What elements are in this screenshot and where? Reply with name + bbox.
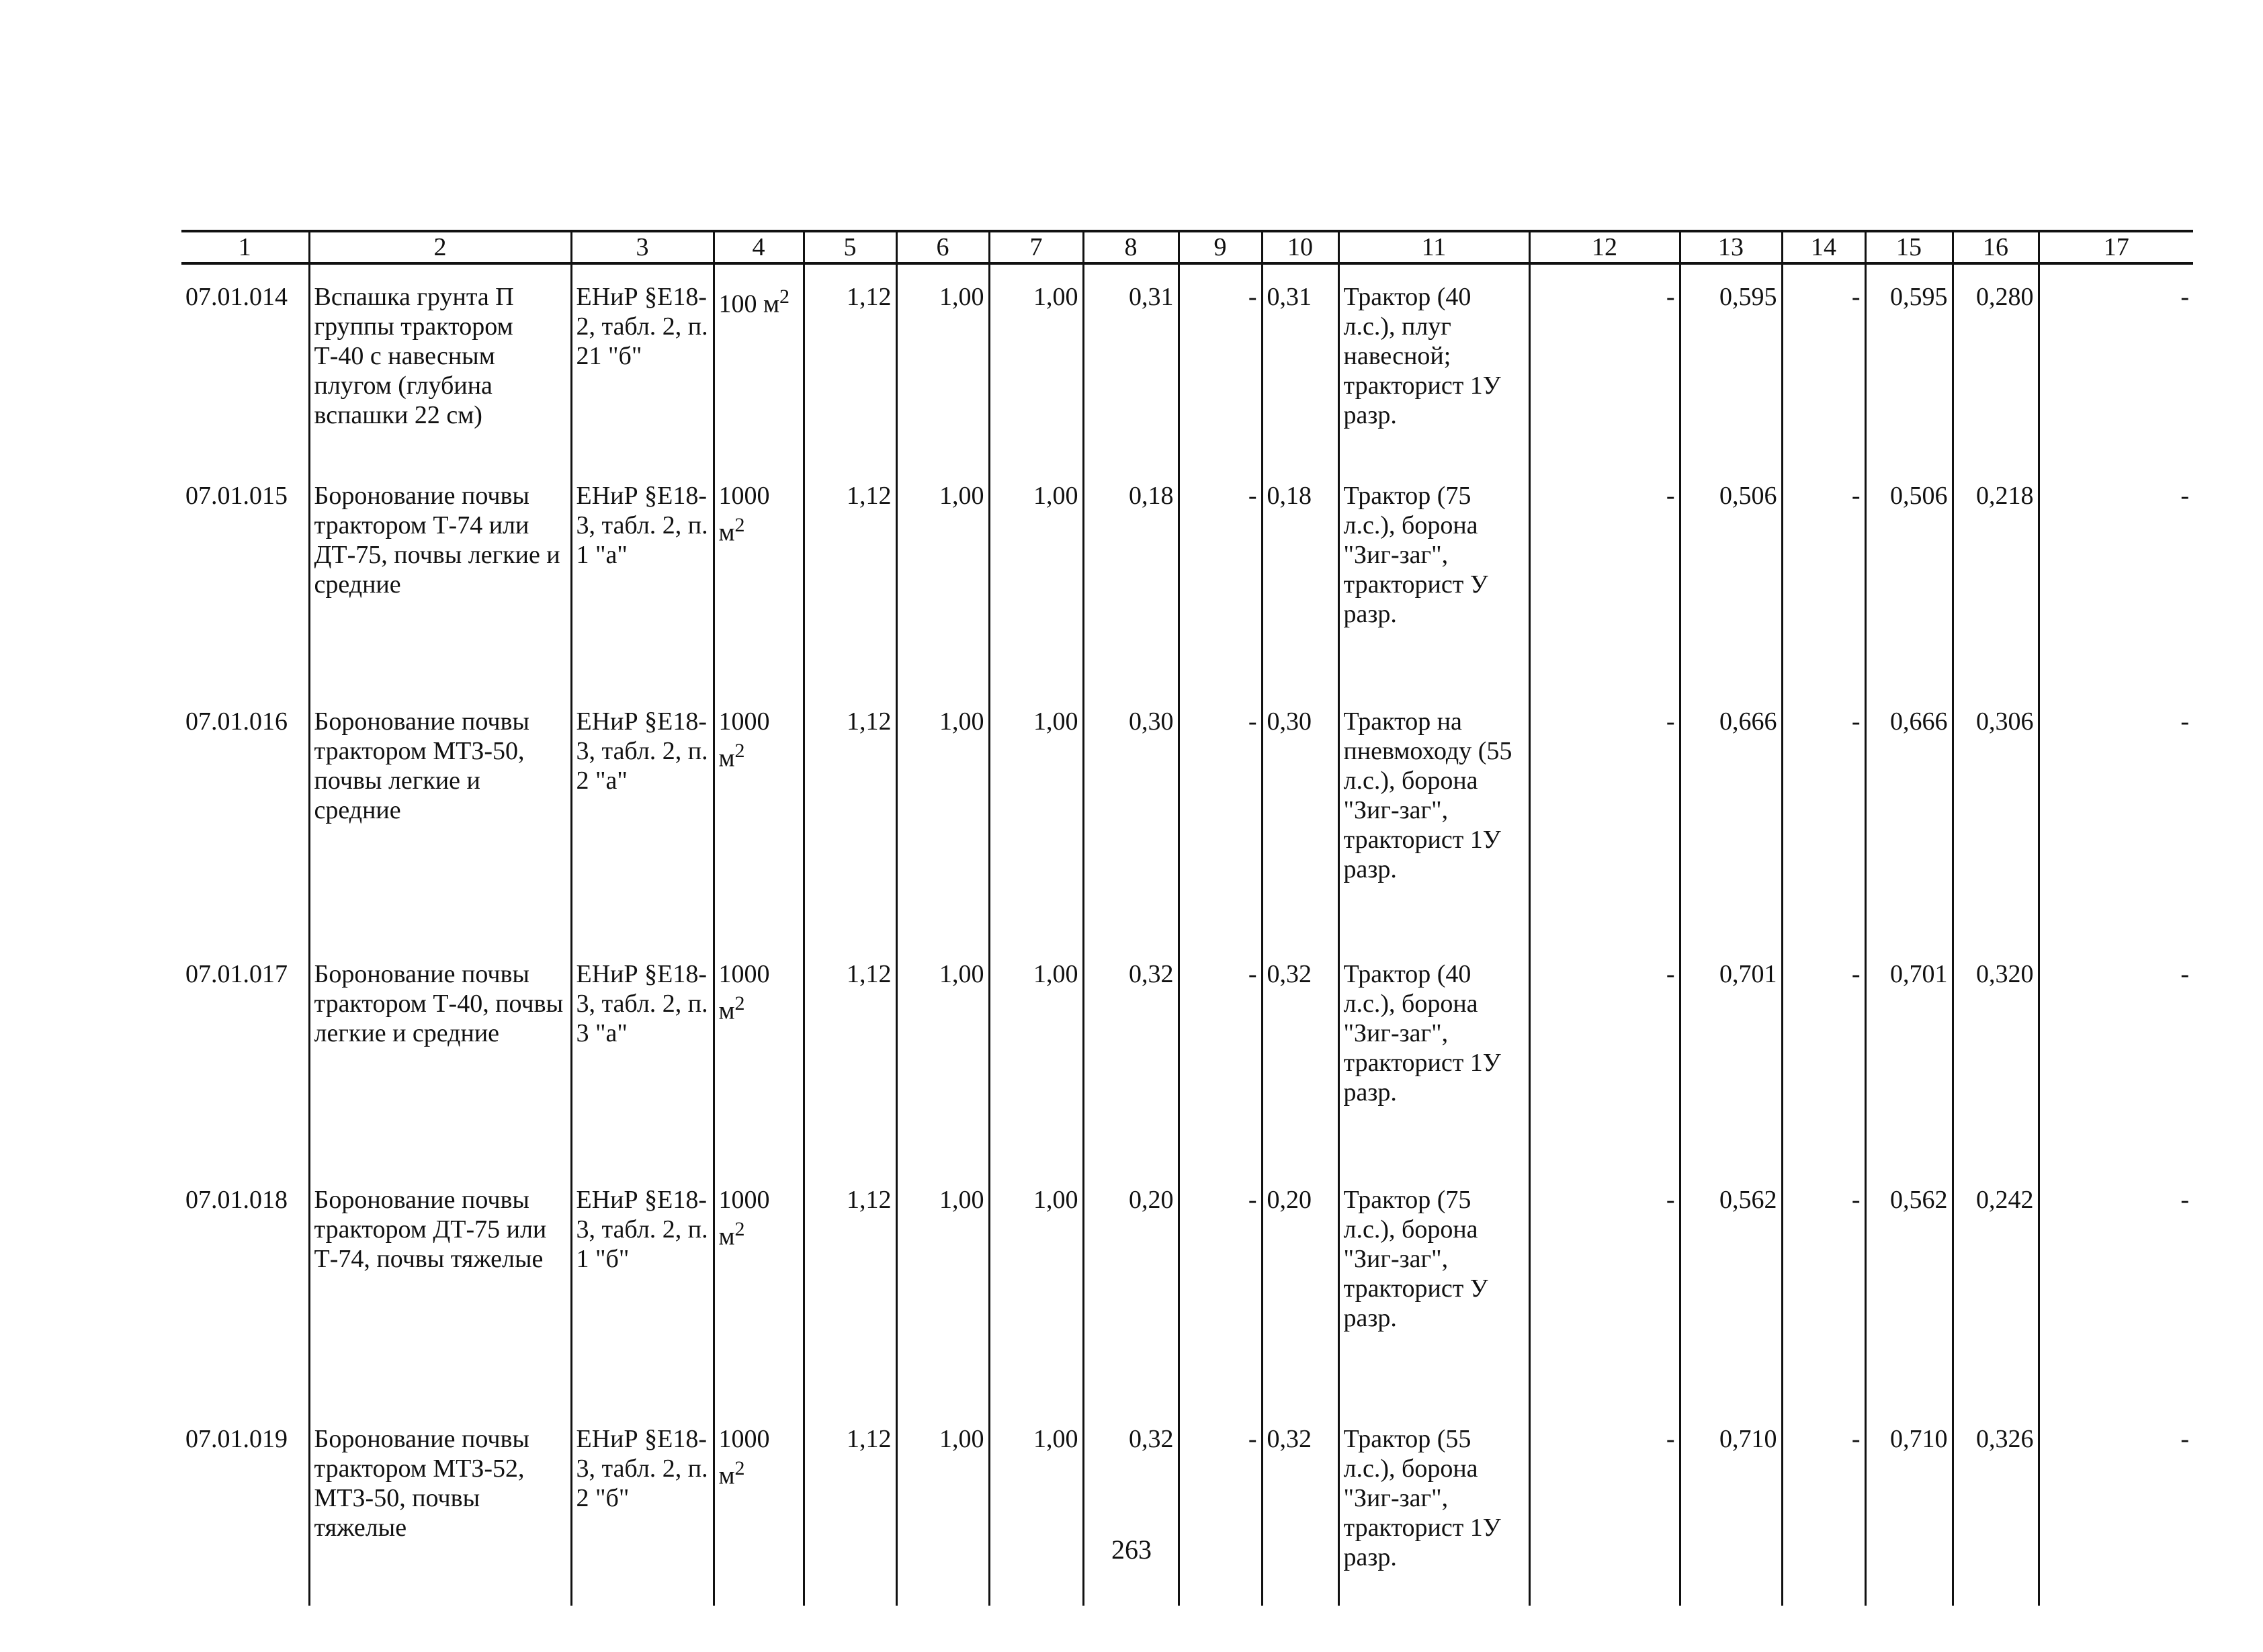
table-row — [181, 464, 2193, 689]
value-14: - — [1782, 464, 1865, 689]
machine-and-operator: Трактор (75 л.с.), борона "Зиг-заг", тракторист У разр. — [1338, 1168, 1529, 1407]
value-15: 0,701 — [1865, 942, 1953, 1168]
value-13: 0,595 — [1680, 263, 1782, 464]
value-17: - — [2039, 942, 2193, 1168]
column-header-15: 15 — [1865, 231, 1953, 263]
coefficient-6: 1,00 — [896, 1168, 989, 1407]
row-code: 07.01.014 — [185, 283, 288, 311]
value-13: 0,666 — [1680, 689, 1782, 942]
value-8: 0,18 — [1083, 464, 1179, 689]
work-description: Боронование почвы трактором ДТ-75 или Т-74, почвы тяжелые — [309, 1168, 571, 1407]
value-16: 0,218 — [1953, 464, 2039, 689]
coefficient-7: 1,00 — [989, 1168, 1083, 1407]
machine-and-operator: Трактор на пневмоходу (55 л.с.), борона "Зиг-заг", тракторист 1У разр. — [1338, 689, 1529, 942]
work-description: Боронование почвы трактором МТЗ-52, МТЗ-50, почвы тяжелые — [309, 1407, 571, 1606]
column-header-4: 4 — [714, 231, 804, 263]
value-14: - — [1782, 263, 1865, 464]
coefficient-5: 1,12 — [804, 1168, 896, 1407]
unit-of-measure — [714, 942, 804, 1168]
unit-exponent: 2 — [734, 1218, 745, 1240]
value-14: - — [1782, 689, 1865, 942]
coefficient-7: 1,00 — [989, 464, 1083, 689]
coefficient-6: 1,00 — [896, 263, 989, 464]
norm-reference: ЕНиР §Е18-2, табл. 2, п. 21 "б" — [571, 263, 714, 464]
value-14: - — [1782, 1407, 1865, 1606]
norm-reference: ЕНиР §Е18-3, табл. 2, п. 2 "б" — [571, 1407, 714, 1606]
table-row — [181, 1407, 2193, 1606]
column-header-10: 10 — [1262, 231, 1338, 263]
unit-exponent: 2 — [779, 286, 790, 308]
unit-of-measure — [714, 464, 804, 689]
page-number: 263 — [1111, 1534, 1152, 1565]
coefficient-5: 1,12 — [804, 464, 896, 689]
value-10: 0,18 — [1262, 464, 1338, 689]
value-10: 0,30 — [1262, 689, 1338, 942]
work-description: Боронование почвы трактором Т-40, почвы легкие и средние — [309, 942, 571, 1168]
value-17: - — [2039, 1168, 2193, 1407]
coefficient-7: 1,00 — [989, 942, 1083, 1168]
table-row — [181, 263, 2193, 464]
value-8: 0,32 — [1083, 1407, 1179, 1606]
machine-and-operator: Трактор (40 л.с.), борона "Зиг-заг", тракторист 1У разр. — [1338, 942, 1529, 1168]
row-code: 07.01.018 — [185, 1186, 288, 1214]
machine-and-operator: Трактор (75 л.с.), борона "Зиг-заг", тракторист У разр. — [1338, 464, 1529, 689]
value-12: - — [1529, 1168, 1680, 1407]
table-row — [181, 1168, 2193, 1407]
work-description: Вспашка грунта П группы трактором Т-40 с навесным плугом (глубина вспашки 22 см) — [309, 263, 571, 464]
table-row — [181, 689, 2193, 942]
value-14: - — [1782, 1168, 1865, 1407]
coefficient-5: 1,12 — [804, 263, 896, 464]
column-header-2: 2 — [309, 231, 571, 263]
value-16: 0,280 — [1953, 263, 2039, 464]
machine-and-operator: Трактор (55 л.с.), борона "Зиг-заг", тракторист 1У разр. — [1338, 1407, 1529, 1606]
coefficient-7: 1,00 — [989, 1407, 1083, 1606]
column-header-9: 9 — [1179, 231, 1262, 263]
unit-base: 1000 м — [718, 1425, 770, 1490]
column-number-header-row — [181, 231, 2193, 263]
table-row — [181, 942, 2193, 1168]
column-header-3: 3 — [571, 231, 714, 263]
value-15: 0,710 — [1865, 1407, 1953, 1606]
column-header-12: 12 — [1529, 231, 1680, 263]
work-description: Боронование почвы трактором Т-74 или ДТ-75, почвы легкие и средние — [309, 464, 571, 689]
value-16: 0,242 — [1953, 1168, 2039, 1407]
value-17: - — [2039, 464, 2193, 689]
coefficient-7: 1,00 — [989, 263, 1083, 464]
norm-reference: ЕНиР §Е18-3, табл. 2, п. 3 "а" — [571, 942, 714, 1168]
coefficient-6: 1,00 — [896, 689, 989, 942]
value-13: 0,710 — [1680, 1407, 1782, 1606]
unit-base: 1000 м — [718, 482, 770, 547]
value-8: 0,30 — [1083, 689, 1179, 942]
value-10: 0,31 — [1262, 263, 1338, 464]
value-12: - — [1529, 689, 1680, 942]
unit-exponent: 2 — [734, 992, 745, 1014]
value-12: - — [1529, 942, 1680, 1168]
column-header-6: 6 — [896, 231, 989, 263]
coefficient-6: 1,00 — [896, 1407, 989, 1606]
unit-base: 1000 м — [718, 960, 770, 1025]
row-code: 07.01.017 — [185, 960, 288, 988]
row-code: 07.01.016 — [185, 707, 288, 736]
column-header-11: 11 — [1338, 231, 1529, 263]
row-code: 07.01.015 — [185, 482, 288, 510]
coefficient-5: 1,12 — [804, 1407, 896, 1606]
row-code: 07.01.019 — [185, 1425, 288, 1453]
column-header-13: 13 — [1680, 231, 1782, 263]
value-17: - — [2039, 263, 2193, 464]
value-16: 0,320 — [1953, 942, 2039, 1168]
value-15: 0,562 — [1865, 1168, 1953, 1407]
column-header-5: 5 — [804, 231, 896, 263]
unit-of-measure — [714, 1168, 804, 1407]
unit-base: 1000 м — [718, 707, 770, 773]
norm-reference: ЕНиР §Е18-3, табл. 2, п. 1 "б" — [571, 1168, 714, 1407]
value-8: 0,32 — [1083, 942, 1179, 1168]
value-15: 0,506 — [1865, 464, 1953, 689]
column-header-16: 16 — [1953, 231, 2039, 263]
value-15: 0,595 — [1865, 263, 1953, 464]
value-16: 0,326 — [1953, 1407, 2039, 1606]
value-12: - — [1529, 1407, 1680, 1606]
unit-base: 100 м — [718, 290, 780, 318]
coefficient-6: 1,00 — [896, 942, 989, 1168]
column-header-14: 14 — [1782, 231, 1865, 263]
norms-table — [181, 230, 2193, 1606]
unit-exponent: 2 — [734, 740, 745, 762]
value-9: - — [1179, 263, 1262, 464]
value-13: 0,701 — [1680, 942, 1782, 1168]
value-10: 0,32 — [1262, 942, 1338, 1168]
value-9: - — [1179, 1407, 1262, 1606]
value-8: 0,31 — [1083, 263, 1179, 464]
value-12: - — [1529, 464, 1680, 689]
value-9: - — [1179, 942, 1262, 1168]
coefficient-7: 1,00 — [989, 689, 1083, 942]
value-15: 0,666 — [1865, 689, 1953, 942]
coefficient-6: 1,00 — [896, 464, 989, 689]
unit-of-measure — [714, 689, 804, 942]
value-12: - — [1529, 263, 1680, 464]
value-10: 0,20 — [1262, 1168, 1338, 1407]
norm-reference: ЕНиР §Е18-3, табл. 2, п. 2 "а" — [571, 689, 714, 942]
value-9: - — [1179, 689, 1262, 942]
value-17: - — [2039, 689, 2193, 942]
value-9: - — [1179, 1168, 1262, 1407]
unit-base: 1000 м — [718, 1186, 770, 1251]
column-header-1: 1 — [181, 231, 309, 263]
column-header-7: 7 — [989, 231, 1083, 263]
unit-of-measure — [714, 263, 804, 464]
value-8: 0,20 — [1083, 1168, 1179, 1407]
coefficient-5: 1,12 — [804, 942, 896, 1168]
work-description: Боронование почвы трактором МТЗ-50, почвы легкие и средние — [309, 689, 571, 942]
value-10: 0,32 — [1262, 1407, 1338, 1606]
value-14: - — [1782, 942, 1865, 1168]
unit-exponent: 2 — [734, 514, 745, 536]
value-13: 0,506 — [1680, 464, 1782, 689]
unit-exponent: 2 — [734, 1457, 745, 1479]
norm-reference: ЕНиР §Е18-3, табл. 2, п. 1 "а" — [571, 464, 714, 689]
value-13: 0,562 — [1680, 1168, 1782, 1407]
value-16: 0,306 — [1953, 689, 2039, 942]
column-header-8: 8 — [1083, 231, 1179, 263]
unit-of-measure — [714, 1407, 804, 1606]
column-header-17: 17 — [2039, 231, 2193, 263]
coefficient-5: 1,12 — [804, 689, 896, 942]
machine-and-operator: Трактор (40 л.с.), плуг навесной; тракторист 1У разр. — [1338, 263, 1529, 464]
value-17: - — [2039, 1407, 2193, 1606]
value-9: - — [1179, 464, 1262, 689]
